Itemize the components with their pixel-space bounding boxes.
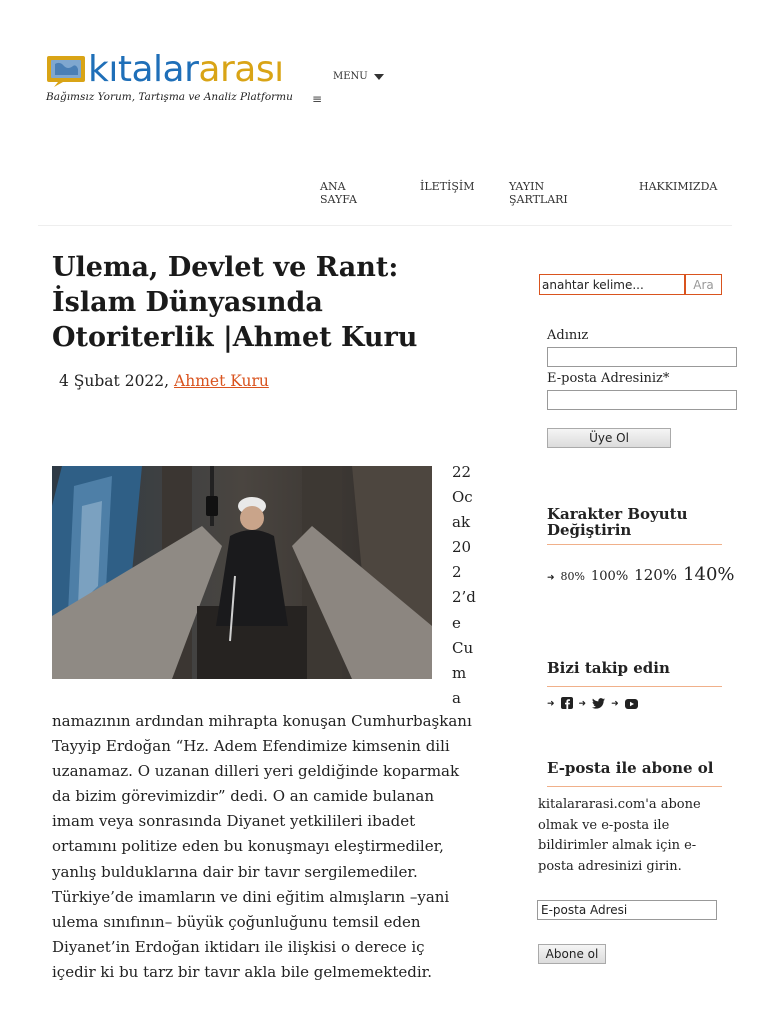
site-tagline: Bağımsız Yorum, Tartışma ve Analiz Platformu [46, 91, 293, 103]
youtube-icon[interactable] [625, 694, 638, 713]
arrow-right-icon: ➜ [547, 698, 555, 709]
font-size-widget-title: Karakter Boyutu Değiştirin [547, 505, 688, 539]
header-divider [38, 225, 732, 226]
name-field[interactable] [547, 347, 737, 367]
article-body: namazının ardından mihrapta konuşan Cumhurbaşkanı Tayyip Erdoğan “Hz. Adem Efendimize kimsenin dili uzanamaz. O uzanan dilleri yeri geldiğinde koparmak da bizim görevimizdir” dedi. O an camide bulanan imam veya sonrasında Diyanet yetkilileri ibadet ortamını politize eden bu konuşmayı eleştirmediler, yanlış bulduklarına dair bir tavır sergilemediler. Türkiye’de imamların ve dini eğitim almışların –yani ulema sınıfının– büyük çoğunluğunu temsil eden Diyanet’in Erdoğan iktidarı ile ilişkisi o derece iç içedir ki bu tarz bir tavır akla bile gelmemektedir. [52, 712, 472, 981]
email-widget-title: E-posta ile abone ol [547, 759, 714, 777]
chevron-down-icon [374, 74, 384, 80]
font-size-140[interactable]: 140% [683, 564, 735, 585]
facebook-icon[interactable] [561, 694, 573, 713]
arrow-right-icon: ➜ [578, 698, 587, 709]
search-button[interactable]: Ara [685, 274, 722, 295]
article-intro-fragment: 22 Ocak 2022’de Cuma [452, 463, 476, 707]
nav-item-ana-sayfa[interactable]: ANA SAYFA [320, 180, 357, 206]
nav-item-hakkimizda[interactable]: HAKKIMIZDA [639, 180, 718, 193]
article-image [52, 466, 432, 679]
email-widget-description: kitalararasi.com'a abone olmak ve e-posta ile bildirimler almak için e-posta adresinizi girin. [538, 797, 701, 875]
widget-divider [547, 786, 722, 787]
author-link[interactable]: Ahmet Kuru [174, 372, 269, 390]
logo-part-1: kıtalar [88, 49, 199, 90]
article-date: 4 Şubat 2022, [59, 372, 170, 390]
subscribe-email-input[interactable] [537, 900, 717, 920]
menu-label: MENU [333, 71, 368, 82]
nav-item-yayin-sartlari[interactable]: YAYIN ŞARTLARI [509, 180, 568, 206]
logo-part-2: arası [198, 49, 284, 90]
subscribe-button[interactable]: Abone ol [538, 944, 606, 964]
email-label: E-posta Adresiniz* [547, 371, 670, 386]
name-label: Adınız [547, 328, 589, 343]
widget-divider [547, 544, 722, 545]
font-size-options [547, 560, 735, 593]
email-field[interactable] [547, 390, 737, 410]
widget-divider [547, 686, 722, 687]
font-size-100[interactable]: 100% [591, 569, 629, 584]
social-links [547, 694, 638, 713]
article-title: Ulema, Devlet ve Rant: İslam Dünyasında Otoriterlik |Ahmet Kuru [52, 252, 418, 353]
arrow-right-icon: ➜ [547, 573, 555, 583]
font-size-120[interactable]: 120% [634, 566, 678, 584]
menu-dropdown[interactable] [333, 71, 384, 82]
search-input[interactable] [539, 274, 685, 295]
logo-icon[interactable] [46, 55, 86, 87]
article-meta [59, 372, 269, 390]
font-size-80[interactable]: 80% [560, 570, 585, 583]
nav-item-iletisim[interactable]: İLETİŞİM [420, 180, 475, 193]
hamburger-icon[interactable]: ≡ [312, 92, 323, 106]
site-logo[interactable] [88, 46, 284, 94]
signup-button[interactable]: Üye Ol [547, 428, 671, 448]
follow-widget-title: Bizi takip edin [547, 659, 670, 677]
twitter-icon[interactable] [592, 694, 605, 713]
arrow-right-icon: ➜ [611, 698, 619, 709]
